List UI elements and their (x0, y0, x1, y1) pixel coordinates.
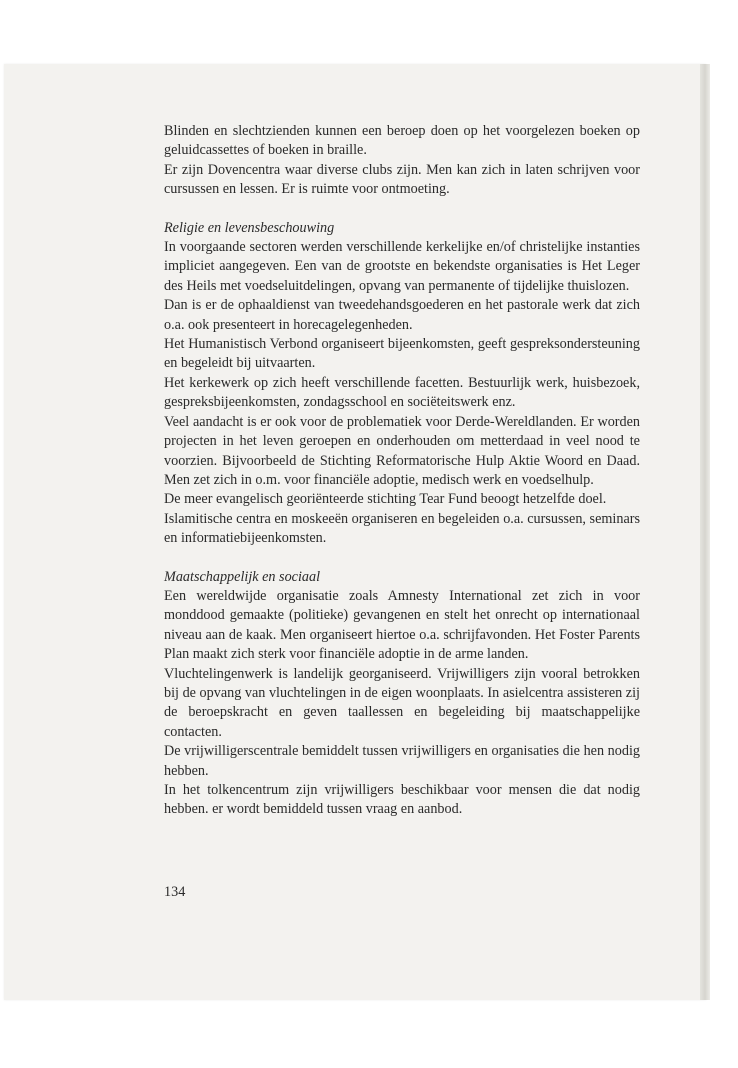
paragraph-blinden: Blinden en slechtzienden kunnen een beroep doen op het voorgelezen boeken op geluidcassettes of boeken in braille. (164, 123, 640, 159)
page-edge-shadow (700, 64, 710, 1000)
paragraph-religie-6: De meer evangelisch georiënteerde stichting Tear Fund beoogt hetzelfde doel. (164, 491, 607, 508)
paragraph-religie-2: Dan is er de ophaaldienst van tweedehandsgoederen en het pastorale werk dat zich o.a. ook presenteert in horecagelegenheden. (164, 297, 640, 333)
paragraph-religie-5: Veel aandacht is er ook voor de problematiek voor Derde-Wereldlanden. Er worden projecten in het leven geroepen en onderhouden om metterdaad in veel nood te voorzien. Bijvoorbeeld de Stichting Reformatorische Hulp Aktie Woord en Daad. Men zet zich in o.m. voor financiële adoptie, medisch werk en voedselhulp. (164, 413, 640, 488)
paragraph-dovencentra: Er zijn Dovencentra waar diverse clubs zijn. Men kan zich in laten schrijven voor cursussen en lessen. Er is ruimte voor ontmoeting. (164, 161, 640, 198)
paragraph-maatschappelijk-1: Een wereldwijde organisatie zoals Amnesty International zet zich in voor monddood gemaakte (politieke) gevangenen en stelt het onrecht op internationaal niveau aan de kaak. Men organiseert hiertoe o.a. schrijfavonden. Het Foster Parents Plan maakt zich sterk voor financiële adoptie in de arme landen. (164, 587, 640, 663)
section-heading-religie: Religie en levensbeschouwing (164, 219, 335, 236)
body-text (164, 122, 640, 820)
paragraph-maatschappelijk-3: De vrijwilligerscentrale bemiddelt tussen vrijwilligers en organisaties die hen nodig hebben. (164, 743, 640, 779)
paragraph-religie-4: Het kerkewerk op zich heeft verschillende facetten. Bestuurlijk werk, huisbezoek, gespreksbijeenkomsten, zondagsschool en sociëteitswerk enz. (164, 374, 640, 411)
paragraph-religie-3: Het Humanistisch Verbond organiseert bijeenkomsten, geeft gespreksondersteuning en begeleidt bij uitvaarten. (164, 336, 640, 372)
paragraph-religie-7: Islamitische centra en moskeeën organiseren en begeleiden o.a. cursussen, seminars en informatiebijeenkomsten. (164, 510, 640, 547)
paragraph-maatschappelijk-2: Vluchtelingenwerk is landelijk georganiseerd. Vrijwilligers zijn vooral betrokken bij de opvang van vluchtelingen in de eigen woonplaats. In asielcentra assisteren zij de beroepskracht en geven taallessen en begeleiding bij maatschappelijke contacten. (164, 665, 640, 740)
paragraph-maatschappelijk-4: In het tolkencentrum zijn vrijwilligers beschikbaar voor mensen die dat nodig hebben. er wordt bemiddeld tussen vraag en aanbod. (164, 782, 640, 818)
page-number: 134 (164, 884, 186, 900)
paragraph-religie-1: In voorgaande sectoren werden verschillende kerkelijke en/of christelijke instanties impliciet aangegeven. Een van de grootste en bekendste organisaties is Het Leger des Heils met voedseluitdelingen, opvang van permanente of tijdelijke thuislozen. (164, 239, 640, 294)
section-heading-maatschappelijk: Maatschappelijk en sociaal (164, 568, 321, 585)
